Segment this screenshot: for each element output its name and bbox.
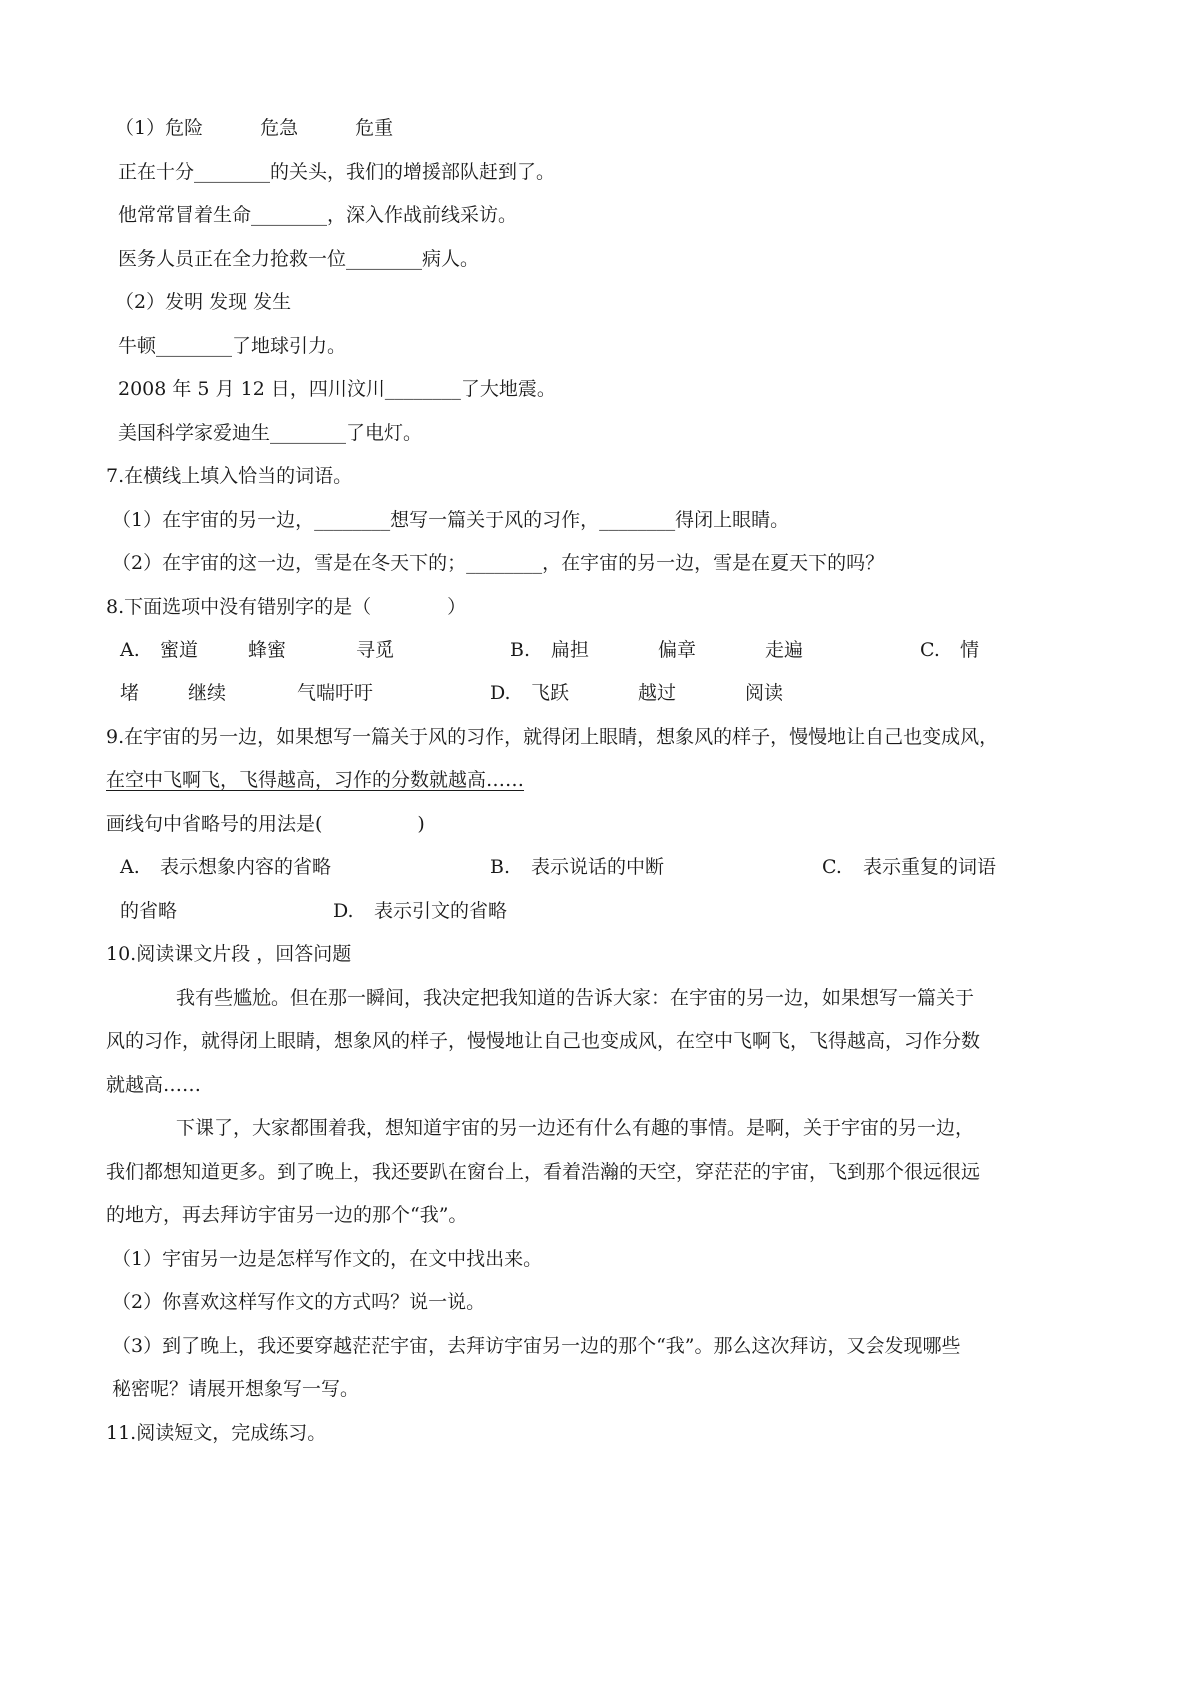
q10-passage-line: 我们都想知道更多。到了晚上，我还要趴在窗台上，看着浩瀚的天空，穿茫茫的宇宙，飞到那个很远很远: [106, 1161, 981, 1183]
q9-option-b-text: 表示说话的中断: [531, 856, 665, 878]
q6-part1-sentence-2: 他常常冒着生命________，深入作战前线采访。: [118, 204, 518, 226]
q7-sentence-1: （1）在宇宙的另一边，________想写一篇关于风的习作，________得闭上眼睛。: [112, 509, 790, 531]
q8-option-c-label: C.: [920, 639, 940, 661]
q6-part2-sentence-2: 2008 年 5 月 12 日，四川汶川________了大地震。: [118, 378, 556, 400]
q8-option-d-label: D.: [490, 682, 511, 704]
q10-title: 10.阅读课文片段 ，回答问题: [106, 943, 352, 965]
q10-subquestion-1: （1）宇宙另一边是怎样写作文的，在文中找出来。: [112, 1248, 543, 1270]
q8-option-b-label: B.: [510, 639, 531, 661]
q8-title: 8.下面选项中没有错别字的是（ ）: [106, 596, 467, 618]
q6-part1-options: （1）危险 危急 危重: [115, 117, 394, 139]
q8-option-b-word: 偏章: [658, 639, 697, 661]
q10-passage-line: 就越高……: [106, 1074, 202, 1096]
q8-option-c-word: 气喘吁吁: [297, 682, 374, 704]
q8-option-a-word: 蜂蜜: [248, 639, 287, 661]
q8-option-b-word: 走遍: [765, 639, 804, 661]
q8-option-a-word: 蜜道: [160, 639, 199, 661]
q6-part1-sentence-3: 医务人员正在全力抢救一位________病人。: [118, 248, 480, 270]
q9-question: 画线句中省略号的用法是( ): [106, 813, 425, 835]
q10-passage-line: 下课了，大家都围着我，想知道宇宙的另一边还有什么有趣的事情。是啊，关于宇宙的另一边，: [176, 1117, 975, 1139]
q10-subquestion-3-continued: 秘密呢？请展开想象写一写。: [112, 1378, 360, 1400]
q11-title: 11.阅读短文，完成练习。: [106, 1422, 327, 1444]
q10-subquestion-3: （3）到了晚上，我还要穿越茫茫宇宙，去拜访宇宙另一边的那个“我”。那么这次拜访，又会发现哪些: [112, 1335, 961, 1357]
q9-underlined-sentence: 在空中飞啊飞，飞得越高，习作的分数就越高……: [106, 769, 525, 791]
q10-passage-line: 的地方，再去拜访宇宙另一边的那个“我”。: [106, 1204, 468, 1226]
q10-passage-line: 我有些尴尬。但在那一瞬间，我决定把我知道的告诉大家：在宇宙的另一边，如果想写一篇关于: [176, 987, 975, 1009]
q8-option-a-word: 寻觅: [356, 639, 395, 661]
q9-option-c-label: C.: [822, 856, 842, 878]
q7-sentence-2: （2）在宇宙的这一边，雪是在冬天下的；________，在宇宙的另一边，雪是在夏天下的吗？: [112, 552, 885, 574]
q9-option-a-text: 表示想象内容的省略: [160, 856, 332, 878]
q10-passage-line: 风的习作，就得闭上眼睛，想象风的样子，慢慢地让自己也变成风，在空中飞啊飞，飞得越高，习作分数: [106, 1030, 981, 1052]
q7-title: 7.在横线上填入恰当的词语。: [106, 465, 353, 487]
q6-part2-options: （2）发明 发现 发生: [115, 291, 292, 313]
q8-option-d-word: 越过: [638, 682, 677, 704]
q8-option-c-word-end: 堵: [120, 682, 140, 704]
q9-option-b-label: B.: [490, 856, 511, 878]
q9-option-a-label: A.: [120, 856, 140, 878]
q8-option-a-label: A.: [120, 639, 140, 661]
q8-option-c-word: 继续: [188, 682, 227, 704]
q9-passage-line: 9.在宇宙的另一边，如果想写一篇关于风的习作，就得闭上眼睛，想象风的样子，慢慢地让自己也变成风，: [106, 726, 999, 748]
q9-option-c-text-continued: 的省略: [120, 900, 178, 922]
q10-subquestion-2: （2）你喜欢这样写作文的方式吗？说一说。: [112, 1291, 486, 1313]
q6-part2-sentence-3: 美国科学家爱迪生________了电灯。: [118, 422, 423, 444]
q6-part2-sentence-1: 牛顿________了地球引力。: [118, 335, 347, 357]
q9-option-d-text: 表示引文的省略: [374, 900, 508, 922]
q8-option-d-word: 阅读: [745, 682, 784, 704]
q8-option-b-word: 扁担: [551, 639, 590, 661]
q8-option-d-word: 飞跃: [531, 682, 570, 704]
q9-option-d-label: D.: [333, 900, 354, 922]
q9-option-c-text: 表示重复的词语: [863, 856, 997, 878]
q6-part1-sentence-1: 正在十分________的关头，我们的增援部队赶到了。: [118, 161, 556, 183]
q8-option-c-word-start: 情: [960, 639, 980, 661]
